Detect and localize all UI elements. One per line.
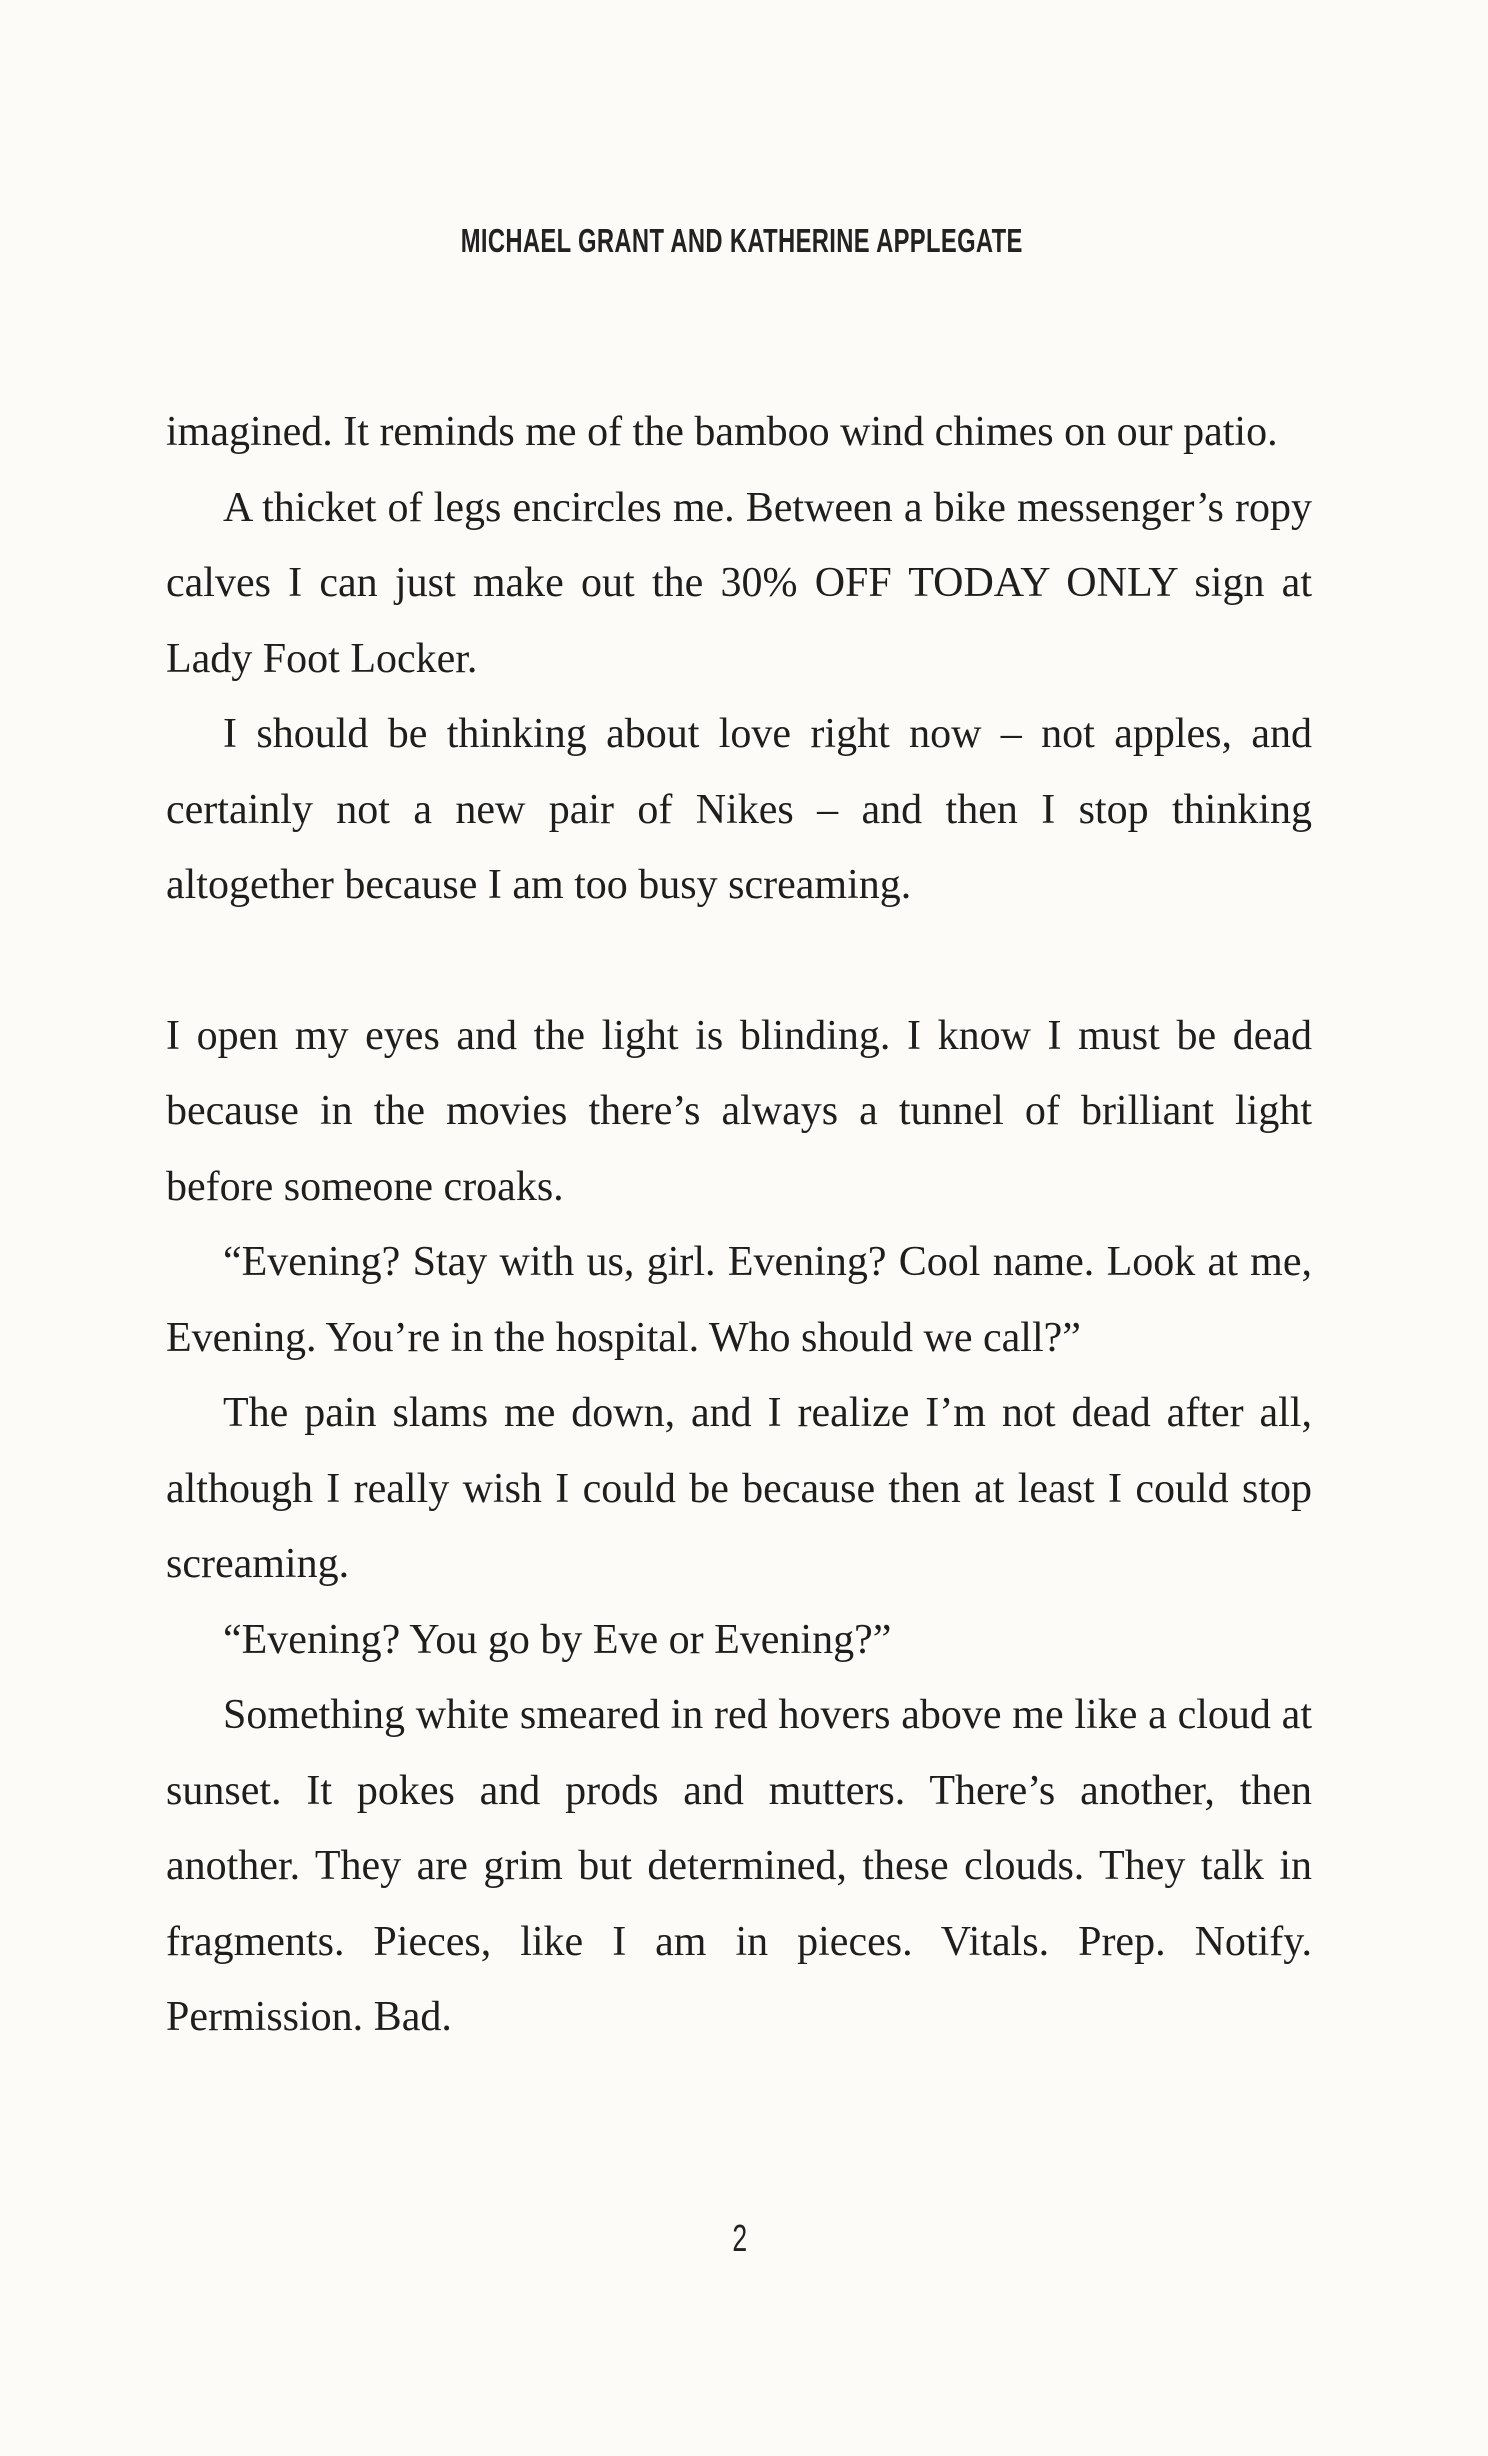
paragraph-3: I should be thinking about love right now – not apples, and certainly not a new pair of Nikes – and then I stop thinking altogether because I am too busy screaming. (166, 711, 1312, 908)
paragraph-2: A thicket of legs encircles me. Between a bike messenger’s ropy calves I can just make out the 30% OFF TODAY ONLY sign at Lady Foot Locker. (166, 484, 1312, 682)
paragraph-8: Something white smeared in red hovers above me like a cloud at sunset. It pokes and prods and mutters. There’s another, then another. They are grim but determined, these clouds. They talk in fragments. Pieces, like I am in pieces. Vitals. Prep. Notify. Permission. Bad. (166, 1692, 1312, 2040)
paragraph-1: imagined. It reminds me of the bamboo wind chimes on our patio. (166, 409, 1278, 455)
paragraph-6: The pain slams me down, and I realize I’m not dead after all, although I really wish I could be because then at least I could stop screaming. (166, 1390, 1312, 1587)
running-head: MICHAEL GRANT AND KATHERINE APPLEGATE (460, 222, 1023, 259)
page-number: 2 (732, 2218, 748, 2260)
paragraph-5: “Evening? Stay with us, girl. Evening? Cool name. Look at me, Evening. You’re in the hospital. Who should we call?” (166, 1239, 1312, 1361)
paragraph-4: I open my eyes and the light is blinding. I know I must be dead because in the movies there’s always a tunnel of brilliant light before someone croaks. (166, 1012, 1312, 1210)
body-text (166, 395, 1312, 2056)
paragraph-7: “Evening? You go by Eve or Evening?” (223, 1616, 892, 1663)
